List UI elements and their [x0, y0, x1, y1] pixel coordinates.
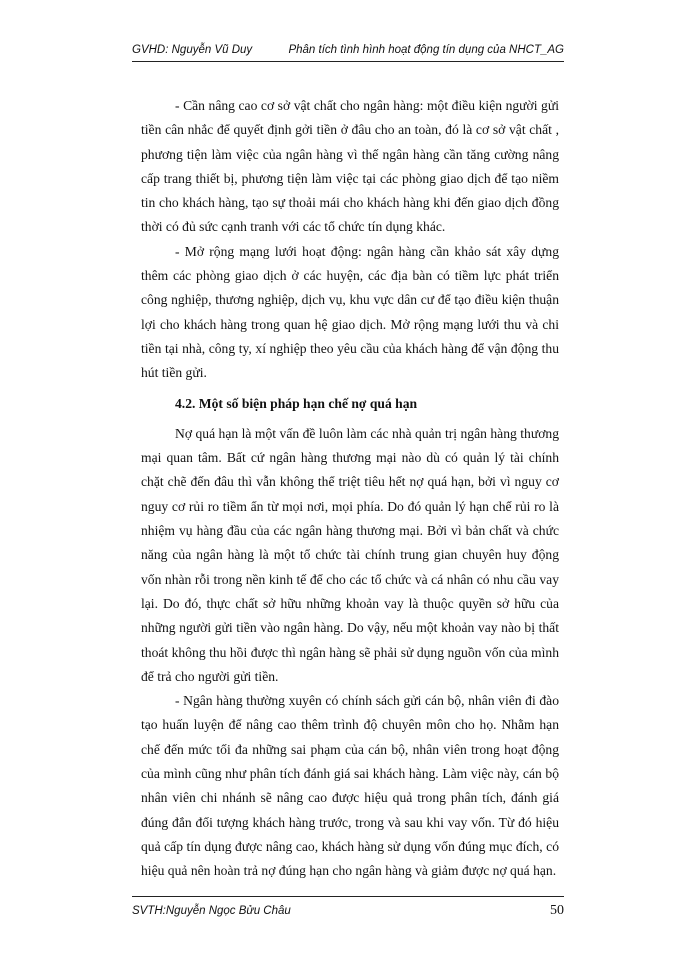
page-number: 50: [550, 903, 564, 918]
footer-divider: [132, 896, 564, 897]
paragraph-overdue-debt: Nợ quá hạn là một vấn đề luôn làm các nhà quản trị ngân hàng thương mại quan tâm. Bất cứ ngân hàng thương mại nào dù có quản lý tài chính chặt chẽ đến đâu thì vẫn không thể triệt tiêu hết nợ quá hạn, bởi vì nguy cơ nguy cơ rủi ro tiềm ẩn từ mọi nơi, mọi phía. Do đó quản lý hạn chế rủi ro là nhiệm vụ hàng đầu của các ngân hàng thương mại. Bởi vì bản chất và chức năng của ngân hàng là một tổ chức tài chính trung gian chuyên huy động vốn nhàn rỗi trong nền kinh tế để cho các tổ chức và cá nhân có nhu cầu vay lại. Do đó, thực chất sở hữu những khoản vay là thuộc quyền sở hữu của những người gửi tiền vào ngân hàng. Do vậy, nếu một khoản vay nào bị thất thoát không thu hồi được thì ngân hàng sẽ phải sử dụng nguồn vốn của mình để trả cho người gửi tiền.: [141, 425, 559, 684]
section-heading: 4.2. Một số biện pháp hạn chế nợ quá hạn: [175, 395, 418, 411]
document-body: [141, 94, 559, 884]
header-divider: [132, 61, 564, 62]
header-title: Phân tích tình hình hoạt động tín dụng của NHCT_AG: [288, 44, 564, 56]
paragraph-network: - Mở rộng mạng lưới hoạt động: ngân hàng cần khảo sát xây dựng thêm các phòng giao dịch ở các huyện, các địa bàn có tiềm lực phát triển công nghiệp, thương nghiệp, dịch vụ, khu vực dân cư để tạo điều kiện thuận lợi cho khách hàng trong quan hệ giao dịch. Mở rộng mạng lưới thu và chi tiền tại nhà, công ty, xí nghiệp theo yêu cầu của khách hàng để vận động thu hút tiền gửi.: [141, 243, 559, 381]
paragraph-training: - Ngân hàng thường xuyên có chính sách gửi cán bộ, nhân viên đi đào tạo huấn luyện để nâng cao thêm trình độ chuyên môn cho họ. Nhằm hạn chế đến mức tối đa những sai phạm của cán bộ, nhân viên trong hoạt động của mình cũng như phân tích đánh giá sai khách hàng. Làm việc này, cán bộ nhân viên chi nhánh sẽ nâng cao được hiệu quả trong phân tích, đánh giá đúng đắn đối tượng khách hàng trước, trong và sau khi vay vốn. Từ đó hiệu quả cấp tín dụng được nâng cao, khách hàng sử dụng vốn đúng mục đích, có hiệu quả nên hoàn trả nợ đúng hạn cho ngân hàng và giảm được nợ quá hạn.: [141, 693, 559, 879]
page-footer: [132, 905, 564, 923]
paragraph-facilities: - Cần nâng cao cơ sở vật chất cho ngân hàng: một điều kiện người gửi tiền cân nhắc để quyết định gởi tiền ở đâu cho an toàn, đó là cơ sở vật chất , phương tiện làm việc của ngân hàng vì thế ngân hàng cần tăng cường nâng cấp trang thiết bị, phương tiện làm việc tại các phòng giao dịch để tạo niềm tin cho khách hàng, tạo sự thoải mái cho khách hàng khi đến giao dịch đồng thời có đủ sức cạnh tranh với các tổ chức tín dụng khác.: [141, 98, 559, 235]
footer-author: SVTH:Nguyễn Ngọc Bửu Châu: [132, 905, 291, 917]
header-instructor: GVHD: Nguyễn Vũ Duy: [132, 44, 253, 56]
page-header: [132, 44, 562, 60]
